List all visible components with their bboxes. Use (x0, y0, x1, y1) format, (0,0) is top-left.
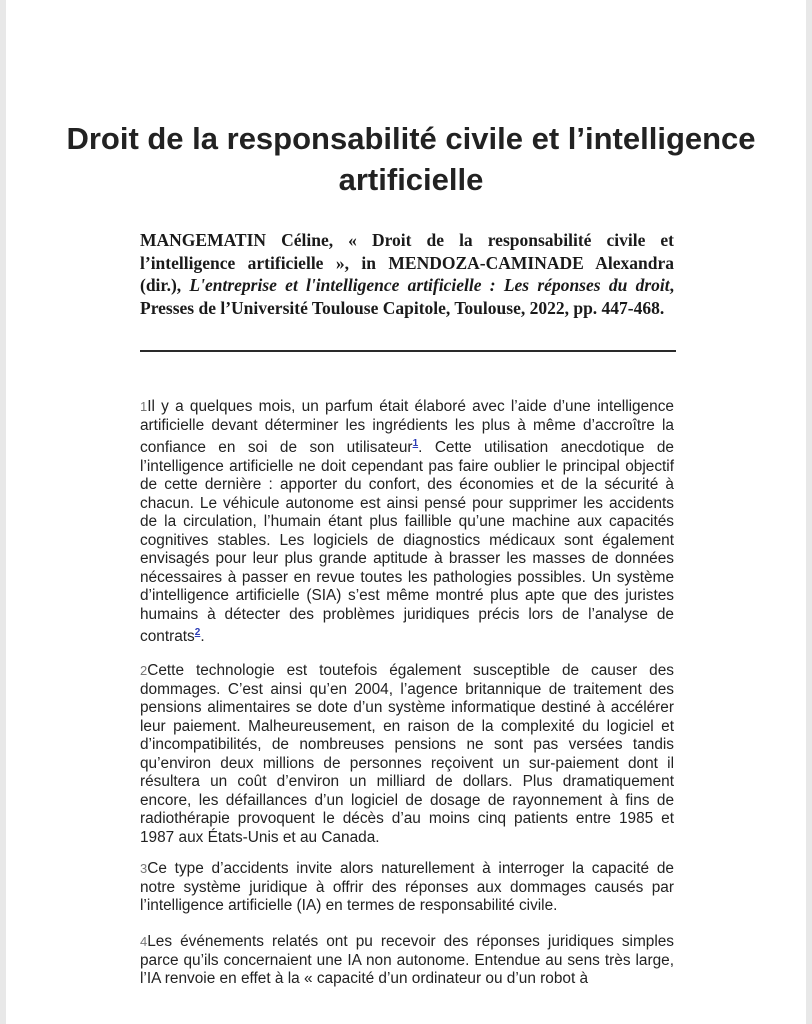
horizontal-rule (140, 350, 676, 352)
bibliographic-citation (140, 229, 674, 319)
footnote-link-2[interactable]: 2 (194, 627, 201, 639)
paragraph-text: . (200, 628, 205, 646)
citation-publisher: , Presses de l’Université Toulouse Capitole, Toulouse, 2022, pp. 447-468. (140, 275, 674, 318)
document-page (6, 0, 806, 1024)
paragraph-text: Cette technologie est toutefois également susceptible de causer des dommages. C’est ainsi qu’en 2004, l’agence britannique de traitement des pensions alimentaires se dote d’un système informatique destiné à accélérer leur paiement. Malheureusement, en raison de la complexité du logiciel et d’incompatibilités, de nombreuses pensions ne sont pas versées tandis qu’environ deux millions de personnes reçoivent un sur-paiement dont il résultera un coût d’environ un milliard de dollars. Plus dramatiquement encore, les défaillances d’un logiciel de dosage de rayonnement à fins de radiothérapie provoquent le décès d’au moins cinq patients entre 1985 et 1987 aux États-Unis et au Canada. (140, 662, 674, 846)
paragraph-number: 3 (140, 861, 148, 876)
footnote-link-1[interactable]: 1 (412, 438, 419, 449)
paragraph-text: Il y a quelques mois, un parfum était élaboré avec l’aide d’une intelligence artificielle devant déterminer les ingrédients les plus à même d’accroître la confiance en soi de son utilisateur (140, 398, 674, 457)
paragraph-text: Ce type d’accidents invite alors naturellement à interroger la capacité de notre système juridique à offrir des réponses aux dommages causés par l’intelligence artificielle (IA) en termes de responsabilité civile. (140, 860, 674, 914)
paragraph-2 (140, 662, 674, 847)
citation-book-title: L'entreprise et l'intelligence artificielle : Les réponses du droit (189, 275, 670, 295)
paragraph-text: Les événements relatés ont pu recevoir des réponses juridiques simples parce qu’ils concernaient une IA non autonome. Entendue au sens très large, l’IA renvoie en effet à la « capacité d’un ordinateur ou d’un robot à (140, 933, 674, 987)
document-title: Droit de la responsabilité civile et l’intelligence artificielle (66, 121, 756, 197)
paragraph-1 (140, 398, 674, 647)
paragraph-number: 1 (140, 399, 148, 414)
paragraph-number: 4 (140, 934, 148, 949)
citation-authors: MANGEMATIN Céline, « Droit de la responsabilité civile et l’intelligence artificielle », in MENDOZA-CAMINADE Alexandra (dir.), (140, 230, 674, 295)
paragraph-4 (140, 933, 674, 989)
paragraph-number: 2 (140, 663, 148, 678)
paragraph-text: . Cette utilisation anecdotique de l’intelligence artificielle ne doit cependant pas faire oublier le principal objectif de cette dernière : apporter du confort, des économies et de la sécurité à chacun. Le véhicule autonome est ainsi pensé pour supprimer les accidents de la circulation, l’humain étant plus faillible qu’une machine aux capacités cognitives stables. Les logiciels de diagnostics médicaux sont également envisagés pour leur plus grande aptitude à brasser les masses de données nécessaires à passer en revue toutes les pathologies possibles. Un système d’intelligence artificielle (SIA) s’est même montré plus apte que des juristes humains à détecter des problèmes juridiques précis lors de l’analyse de contrats (140, 439, 674, 646)
paragraph-3 (140, 860, 674, 916)
